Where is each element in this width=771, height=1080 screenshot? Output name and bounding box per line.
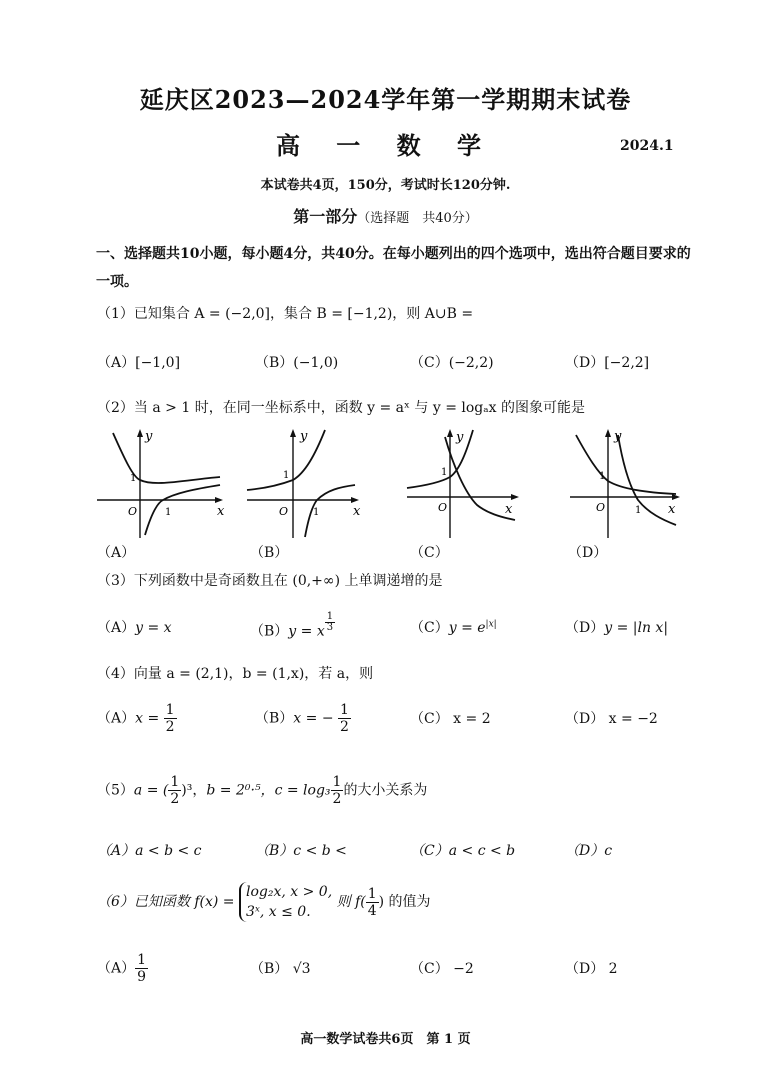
q6-den: 4: [367, 902, 377, 919]
q4-option-b-frac: [338, 702, 351, 735]
graph-a-y-label: y: [145, 429, 153, 444]
q3-option-b-exponent: [325, 612, 335, 633]
question-6-stem: [97, 882, 431, 922]
q5-c-num: 1: [332, 774, 342, 790]
question-4-stem: （4）向量 a = (2,1)，b = (1,x)，若 a，则: [97, 666, 374, 682]
graph-c-x-label: x: [505, 502, 513, 517]
q5-c-frac: [331, 774, 344, 807]
q3-option-c-label: （C）: [410, 620, 449, 636]
q5-tail: 的大小关系为: [343, 782, 428, 799]
q3-option-c: [410, 617, 497, 637]
q6-stem-post: ) 的值为: [378, 894, 431, 910]
q6-a-num: 1: [137, 952, 147, 968]
q3-option-a: [97, 617, 172, 637]
q4-option-a-label: （A）: [97, 710, 136, 727]
question-2-stem: （2）当 a > 1 时，在同一坐标系中，函数 y = aˣ 与 y = logₐx 的图象可能是: [97, 400, 586, 416]
q3-option-d: [565, 617, 668, 637]
q3-option-d-label: （D）: [565, 620, 605, 636]
q4-option-b-expr: x = −: [293, 710, 334, 727]
q5-option-a: （A）a < b < c: [97, 843, 202, 859]
q2-graph-a: [95, 425, 230, 540]
q3-option-b-label: （B）: [250, 623, 289, 640]
graph-b-x-label: x: [353, 504, 361, 519]
graph-a-one-y: 1: [130, 473, 137, 484]
q3-option-b-expr: y = x: [288, 623, 325, 640]
exam-title: 延庆区2023—2024学年第一学期期末试卷: [139, 85, 632, 114]
q6-piece-2: 3ˣ, x ≤ 0.: [246, 904, 311, 920]
q1-option-b: （B）(−1,0): [255, 355, 339, 371]
q6-option-b: （B） √3: [250, 961, 311, 977]
q3-option-a-expr: y = x: [135, 620, 172, 636]
q5-a-tail: )³，: [181, 782, 207, 799]
q2-graph-c: [405, 425, 525, 540]
q1-option-a: （A）[−1,0]: [97, 355, 181, 371]
q3-option-c-exponent: |x|: [485, 619, 497, 630]
q3-b-exp-den: 3: [326, 622, 334, 633]
graph-a-origin: O: [128, 505, 138, 518]
graph-d-y-label: y: [614, 429, 622, 444]
graph-b-origin: O: [279, 505, 289, 518]
question-5-stem: [97, 774, 427, 807]
q5-label: （5）: [97, 782, 134, 799]
q4-option-b: [255, 702, 351, 735]
graph-d-origin: O: [596, 501, 606, 514]
q5-a-frac: [168, 774, 181, 807]
graph-a-x-label: x: [217, 504, 225, 519]
q4-option-d: （D） x = −2: [565, 711, 658, 727]
q6-option-a-frac: [135, 952, 148, 985]
page-footer: 高一数学试卷共6页 第 1 页: [300, 1032, 471, 1047]
graph-a-one-x: 1: [165, 507, 172, 518]
question-1-stem: （1）已知集合 A = (−2,0]，集合 B = [−1,2)，则 A∪B =: [97, 306, 474, 322]
graph-b-one-x: 1: [313, 507, 320, 518]
q3-option-b: [250, 612, 335, 641]
q6-option-a: [97, 952, 148, 985]
graph-c-one-y: 1: [441, 467, 448, 478]
q2-graph-d-label: （D）: [568, 545, 608, 561]
q4-option-a: [97, 702, 177, 735]
exam-date: 2024.1: [620, 138, 674, 154]
q2-graph-c-label: （C）: [410, 545, 449, 561]
q4-b-den: 2: [340, 719, 349, 735]
graph-c-origin: O: [438, 501, 448, 514]
q6-stem-pre: （6）已知函数 f(x) =: [97, 894, 235, 910]
graph-d-x-label: x: [668, 502, 676, 517]
q4-a-den: 2: [165, 719, 175, 735]
q5-c-den: 2: [332, 791, 342, 807]
exam-subject: 高 一 数 学: [275, 131, 496, 160]
question-3-stem: （3）下列函数中是奇函数且在 (0,+∞) 上单调递增的是: [97, 573, 443, 589]
graph-b-one-y: 1: [283, 470, 290, 481]
graph-d-one-y: 1: [599, 471, 606, 482]
q4-option-a-frac: [164, 702, 177, 735]
section-instructions: 一、选择题共10小题，每小题4分，共40分。在每小题列出的四个选项中，选出符合题目要求的一项。: [96, 246, 691, 290]
q2-graph-a-label: （A）: [97, 545, 136, 561]
q5-a-den: 2: [170, 791, 180, 807]
exam-info: 本试卷共4页，150分，考试时长120分钟.: [260, 178, 511, 193]
q6-option-a-label: （A）: [97, 960, 136, 977]
q4-option-a-expr: x =: [135, 710, 160, 727]
q3-option-a-label: （A）: [97, 620, 136, 636]
q2-graph-d: [568, 425, 688, 540]
q5-b-expr: b = 2⁰·⁵，: [206, 782, 275, 799]
graph-c-y-label: y: [456, 430, 464, 445]
q6-a-den: 9: [137, 969, 147, 985]
q1-option-d: （D）[−2,2]: [565, 355, 650, 371]
q5-a-num: 1: [170, 774, 180, 790]
part-heading: [0, 204, 771, 227]
q5-a-expr: a = (: [133, 782, 169, 799]
q4-option-b-label: （B）: [255, 710, 294, 727]
q3-option-d-expr: y = |ln x|: [604, 620, 669, 636]
part-note: （选择题 共40分）: [357, 211, 478, 226]
part-title: 第一部分: [293, 207, 358, 226]
q5-option-d: （D）c: [565, 843, 613, 859]
q5-c-expr: c = log₃: [274, 782, 331, 799]
q5-option-c: （C）a < c < b: [410, 843, 516, 859]
q6-frac: [366, 886, 379, 919]
q1-option-c: （C）(−2,2): [410, 355, 494, 371]
q3-b-exp-num: 1: [326, 611, 334, 622]
graph-b-y-label: y: [300, 429, 308, 444]
q4-option-c: （C） x = 2: [410, 711, 491, 727]
q4-a-num: 1: [165, 702, 175, 718]
q4-b-num: 1: [340, 702, 349, 718]
q2-graph-b-label: （B）: [250, 545, 289, 561]
q6-num: 1: [367, 885, 377, 902]
graph-d-one-x: 1: [635, 505, 642, 516]
q6-piece-1: log₂x, x > 0,: [246, 884, 333, 900]
q2-graph-b: [245, 425, 365, 540]
q3-option-c-expr: y = e: [448, 620, 486, 636]
q6-option-d: （D） 2: [565, 961, 618, 977]
q5-option-b: （B）c < b <: [255, 843, 347, 859]
q6-option-c: （C） −2: [410, 961, 474, 977]
q6-stem-mid: 则 f(: [336, 894, 366, 910]
q6-piecewise: [239, 882, 332, 922]
